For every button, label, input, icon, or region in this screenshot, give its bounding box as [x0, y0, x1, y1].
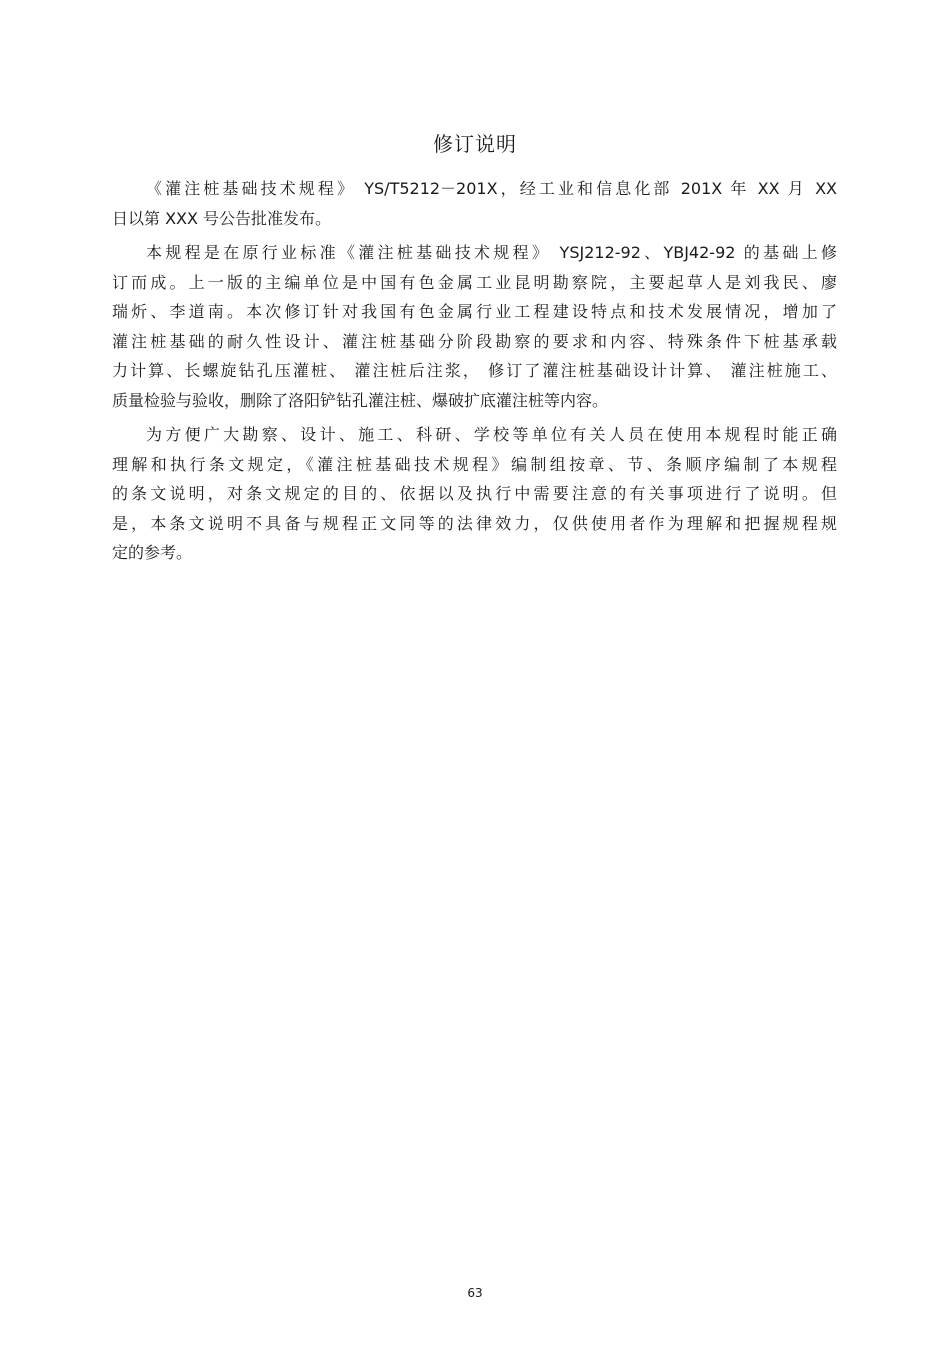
paragraph-1-line-2: 日以第 XXX 号公告批准发布。	[112, 208, 332, 228]
paragraph-2-line-3: 瑞炘、李道南。本次修订针对我国有色金属行业工程建设特点和技术发展情况，增加了	[112, 302, 837, 321]
paragraph-2-line-1: 本规程是在原行业标准《灌注桩基础技术规程》 YSJ212-92、YBJ42-92 的基础上修	[146, 243, 837, 262]
document-body	[112, 174, 837, 568]
page-title: 修订说明	[433, 132, 517, 156]
paragraph-3-line-4: 是，本条文说明不具备与规程正文同等的法律效力，仅供使用者作为理解和把握规程规	[112, 513, 837, 533]
paragraph-3-line-1: 为方便广大勘察、设计、施工、科研、学校等单位有关人员在使用本规程时能正确	[146, 425, 837, 444]
paragraph-2-line-6: 质量检验与验收，删除了洛阳铲钻孔灌注桩、爆破扩底灌注桩等内容。	[112, 390, 609, 410]
paragraph-3-line-5: 定的参考。	[112, 543, 193, 562]
paragraph-1-line-1: 《灌注桩基础技术规程》 YS/T5212－201X，经工业和信息化部 201X 年 XX 月 XX	[146, 179, 837, 198]
paragraph-2-line-5: 力计算、长螺旋钻孔压灌桩、 灌注桩后注浆， 修订了灌注桩基础设计计算、 灌注桩施工、	[112, 361, 837, 380]
paragraph-2-line-4: 灌注桩基础的耐久性设计、灌注桩基础分阶段勘察的要求和内容、特殊条件下桩基承载	[112, 331, 837, 351]
page-number: 63	[467, 1286, 483, 1300]
paragraph-3-line-2: 理解和执行条文规定，《灌注桩基础技术规程》编制组按章、节、条顺序编制了本规程	[112, 454, 837, 474]
paragraph-2-line-2: 订而成。上一版的主编单位是中国有色金属工业昆明勘察院，主要起草人是刘我民、廖	[112, 272, 837, 292]
paragraph-3-line-3: 的条文说明，对条文规定的目的、依据以及执行中需要注意的有关事项进行了说明。但	[112, 484, 837, 503]
